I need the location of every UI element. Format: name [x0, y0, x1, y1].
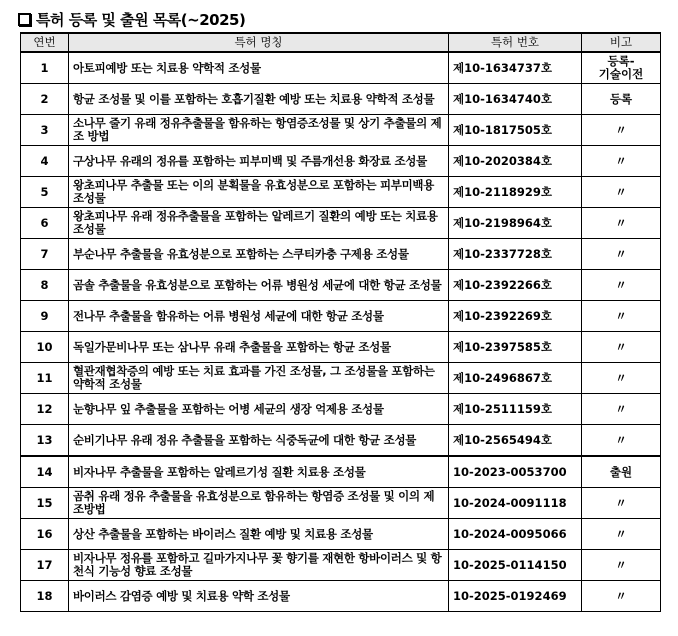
cell-name: 왕초피나무 추출물 또는 이의 분획물을 유효성분으로 포함하는 피부미백용 조성물 — [69, 177, 449, 208]
cell-note: 〃 — [582, 239, 661, 270]
cell-patent-no: 제10-2118929호 — [449, 177, 582, 208]
cell-no: 3 — [21, 115, 69, 146]
cell-name: 곰솔 추출물을 유효성분으로 포함하는 어류 병원성 세균에 대한 항균 조성물 — [69, 270, 449, 301]
table-row — [21, 581, 661, 612]
cell-name: 전나무 추출물을 함유하는 어류 병원성 세균에 대한 항균 조성물 — [69, 301, 449, 332]
cell-no: 16 — [21, 519, 69, 550]
cell-note: 등록 — [582, 84, 661, 115]
cell-patent-no: 10-2023-0053700 — [449, 456, 582, 488]
table-row — [21, 456, 661, 488]
cell-patent-no: 10-2025-0114150 — [449, 550, 582, 581]
cell-name: 눈향나무 잎 추출물을 포함하는 어병 세균의 생장 억제용 조성물 — [69, 394, 449, 425]
cell-note: 〃 — [582, 177, 661, 208]
cell-patent-no: 제10-2397585호 — [449, 332, 582, 363]
cell-name: 소나무 줄기 유래 정유추출물을 함유하는 항염증조성물 및 상기 추출물의 제조 방법 — [69, 115, 449, 146]
table-row — [21, 394, 661, 425]
cell-name: 비자나무 정유를 포함하고 길마가지나무 꽃 향기를 재현한 항바이러스 및 항천식 기능성 향료 조성물 — [69, 550, 449, 581]
cell-patent-no: 제10-2565494호 — [449, 425, 582, 457]
cell-patent-no: 제10-2337728호 — [449, 239, 582, 270]
cell-note: 〃 — [582, 519, 661, 550]
cell-patent-no: 10-2024-0095066 — [449, 519, 582, 550]
header-name: 특허 명칭 — [69, 33, 449, 52]
cell-no: 13 — [21, 425, 69, 457]
cell-name: 순비기나무 유래 정유 추출물을 포함하는 식중독균에 대한 항균 조성물 — [69, 425, 449, 457]
cell-name: 구상나무 유래의 정유를 포함하는 피부미백 및 주름개선용 화장료 조성물 — [69, 146, 449, 177]
cell-note: 〃 — [582, 115, 661, 146]
cell-patent-no: 제10-1634740호 — [449, 84, 582, 115]
cell-name: 독일가문비나무 또는 삼나무 유래 추출물을 포함하는 항균 조성물 — [69, 332, 449, 363]
cell-no: 2 — [21, 84, 69, 115]
patent-table — [20, 32, 661, 612]
cell-note: 〃 — [582, 550, 661, 581]
heading-title: 특허 등록 및 출원 목록(~2025) — [36, 10, 246, 29]
cell-note: 〃 — [582, 332, 661, 363]
cell-note: 등록- 기술이전 — [582, 52, 661, 84]
cell-no: 15 — [21, 488, 69, 519]
cell-no: 6 — [21, 208, 69, 239]
table-row — [21, 239, 661, 270]
cell-no: 8 — [21, 270, 69, 301]
cell-patent-no: 10-2024-0091118 — [449, 488, 582, 519]
cell-name: 아토피예방 또는 치료용 약학적 조성물 — [69, 52, 449, 84]
cell-no: 5 — [21, 177, 69, 208]
table-row — [21, 84, 661, 115]
table-row — [21, 146, 661, 177]
cell-patent-no: 제10-2496867호 — [449, 363, 582, 394]
checkbox-square-icon — [18, 13, 31, 26]
cell-note: 출원 — [582, 456, 661, 488]
cell-note: 〃 — [582, 394, 661, 425]
cell-name: 왕초피나무 유래 정유추출물을 포함하는 알레르기 질환의 예방 또는 치료용 조성물 — [69, 208, 449, 239]
table-header-row — [21, 33, 661, 52]
table-row — [21, 115, 661, 146]
cell-patent-no: 제10-2392269호 — [449, 301, 582, 332]
cell-note: 〃 — [582, 363, 661, 394]
table-row — [21, 52, 661, 84]
cell-note: 〃 — [582, 301, 661, 332]
table-row — [21, 488, 661, 519]
table-row — [21, 519, 661, 550]
cell-note: 〃 — [582, 488, 661, 519]
cell-patent-no: 제10-2198964호 — [449, 208, 582, 239]
cell-name: 비자나무 추출물을 포함하는 알레르기성 질환 치료용 조성물 — [69, 456, 449, 488]
header-no: 연번 — [21, 33, 69, 52]
cell-name: 곰취 유래 정유 추출물을 유효성분으로 함유하는 항염증 조성물 및 이의 제조방법 — [69, 488, 449, 519]
cell-no: 12 — [21, 394, 69, 425]
cell-no: 17 — [21, 550, 69, 581]
cell-note: 〃 — [582, 208, 661, 239]
cell-no: 7 — [21, 239, 69, 270]
cell-patent-no: 제10-2392266호 — [449, 270, 582, 301]
table-row — [21, 332, 661, 363]
cell-note: 〃 — [582, 425, 661, 457]
header-note: 비고 — [582, 33, 661, 52]
cell-patent-no: 10-2025-0192469 — [449, 581, 582, 612]
cell-note: 〃 — [582, 270, 661, 301]
cell-no: 14 — [21, 456, 69, 488]
cell-no: 10 — [21, 332, 69, 363]
cell-name: 항균 조성물 및 이를 포함하는 호흡기질환 예방 또는 치료용 약학적 조성물 — [69, 84, 449, 115]
cell-no: 1 — [21, 52, 69, 84]
table-row — [21, 425, 661, 457]
cell-note: 〃 — [582, 146, 661, 177]
table-body — [21, 52, 661, 612]
cell-no: 9 — [21, 301, 69, 332]
cell-patent-no: 제10-1634737호 — [449, 52, 582, 84]
table-row — [21, 177, 661, 208]
header-patent-no: 특허 번호 — [449, 33, 582, 52]
cell-name: 상산 추출물을 포함하는 바이러스 질환 예방 및 치료용 조성물 — [69, 519, 449, 550]
cell-no: 18 — [21, 581, 69, 612]
cell-no: 4 — [21, 146, 69, 177]
table-row — [21, 550, 661, 581]
table-row — [21, 301, 661, 332]
table-row — [21, 208, 661, 239]
cell-patent-no: 제10-2511159호 — [449, 394, 582, 425]
cell-name: 바이러스 감염증 예방 및 치료용 약학 조성물 — [69, 581, 449, 612]
cell-note: 〃 — [582, 581, 661, 612]
cell-patent-no: 제10-2020384호 — [449, 146, 582, 177]
cell-no: 11 — [21, 363, 69, 394]
cell-name: 혈관재협착증의 예방 또는 치료 효과를 가진 조성물, 그 조성물을 포함하는 약학적 조성물 — [69, 363, 449, 394]
table-row — [21, 363, 661, 394]
section-heading — [18, 8, 245, 30]
table-row — [21, 270, 661, 301]
cell-name: 부순나무 추출물을 유효성분으로 포함하는 스쿠티카충 구제용 조성물 — [69, 239, 449, 270]
cell-patent-no: 제10-1817505호 — [449, 115, 582, 146]
